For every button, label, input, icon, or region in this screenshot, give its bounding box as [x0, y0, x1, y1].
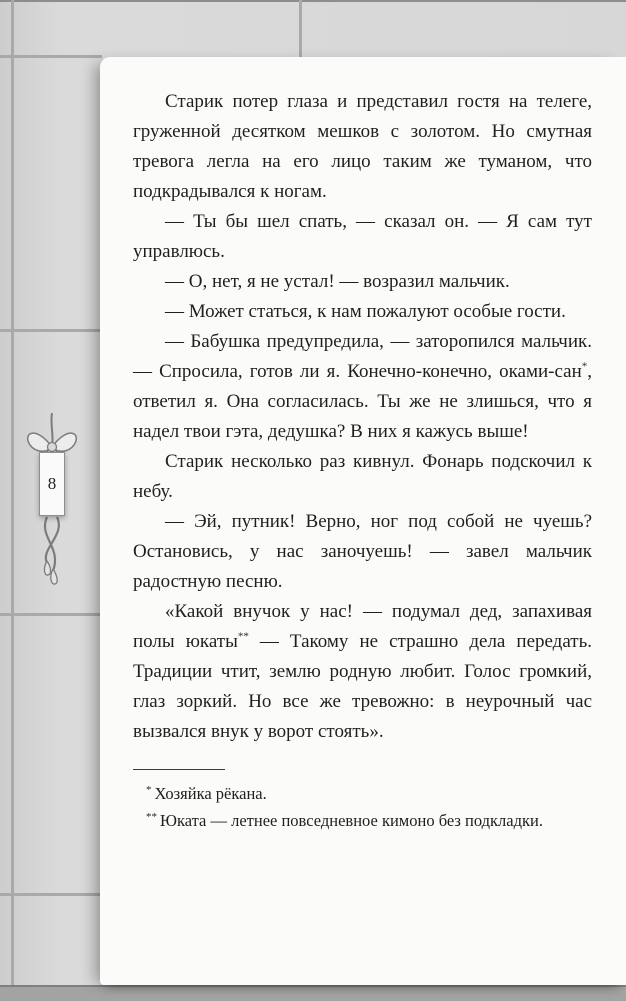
paragraph [133, 207, 592, 267]
footnote-marker: ** [237, 630, 249, 643]
footnotes [133, 769, 592, 834]
paragraph-text: , ответил я. Она согласилась. Ты же не злишься, что я надел твои гэта, дедушка? В них я кажусь выше! [133, 361, 592, 442]
page-number: 8 [47, 474, 57, 493]
paragraph [133, 507, 592, 597]
shoji-horizontal-line [0, 613, 102, 616]
paragraph-text: — О, нет, я не устал! — возразил мальчик. [165, 271, 510, 292]
footnote-list [133, 780, 592, 834]
paragraph-text: — Может статься, к нам пожалуют особые гости. [165, 301, 566, 322]
bottom-shadow-band [0, 985, 626, 1001]
paragraph-text: Старик потер глаза и представил гостя на телеге, груженной десятком мешков с золотом. Но смутная тревога легла на его лицо таким же туманом, что подкрадывался к ногам. [133, 91, 592, 202]
paragraph [133, 297, 592, 327]
shoji-horizontal-line [0, 329, 102, 332]
footnote-text: Юката — летнее повседневное кимоно без подкладки. [160, 811, 543, 830]
text-block [133, 87, 592, 747]
shoji-horizontal-line [0, 55, 102, 58]
footnote [133, 780, 592, 807]
paragraph [133, 267, 592, 297]
paragraph-text: — Бабушка предупредила, — заторопился мальчик. — Спросила, готов ли я. Конечно-конечно, оками-сан [133, 331, 592, 382]
shoji-top-edge-line [0, 0, 626, 2]
shoji-vertical-line [11, 0, 14, 1001]
paragraph [133, 447, 592, 507]
paragraph-text: «Какой внучок у нас! — подумал дед, запахивая полы юкаты [133, 601, 592, 652]
footnote [133, 807, 592, 834]
paragraph-text: Старик несколько раз кивнул. Фонарь подскочил к небу. [133, 451, 592, 502]
paragraph-text: — Такому не страшно дела передать. Традиции чтит, землю родную любит. Голос громкий, глаз зоркий. Но все же тревожно: в неурочный час вызвался внук у ворот стоять». [133, 631, 593, 742]
paragraph [133, 87, 592, 207]
footnote-marker: ** [146, 810, 157, 823]
paragraph [133, 327, 592, 447]
shoji-vertical-line [299, 0, 302, 57]
footnote-text: Хозяйка рёкана. [154, 784, 267, 803]
paragraph [133, 597, 592, 747]
page-number-tab [39, 452, 65, 516]
book-page [100, 57, 626, 985]
footnote-marker: * [581, 360, 588, 373]
footnote-marker: * [146, 783, 152, 796]
shoji-horizontal-line [0, 893, 102, 896]
paragraph-text: — Эй, путник! Верно, ног под собой не чуешь? Остановись, у нас заночуешь! — завел мальчик радостную песню. [133, 511, 592, 592]
paragraph-text: — Ты бы шел спать, — сказал он. — Я сам тут управлюсь. [133, 211, 592, 262]
footnote-divider [133, 769, 225, 770]
